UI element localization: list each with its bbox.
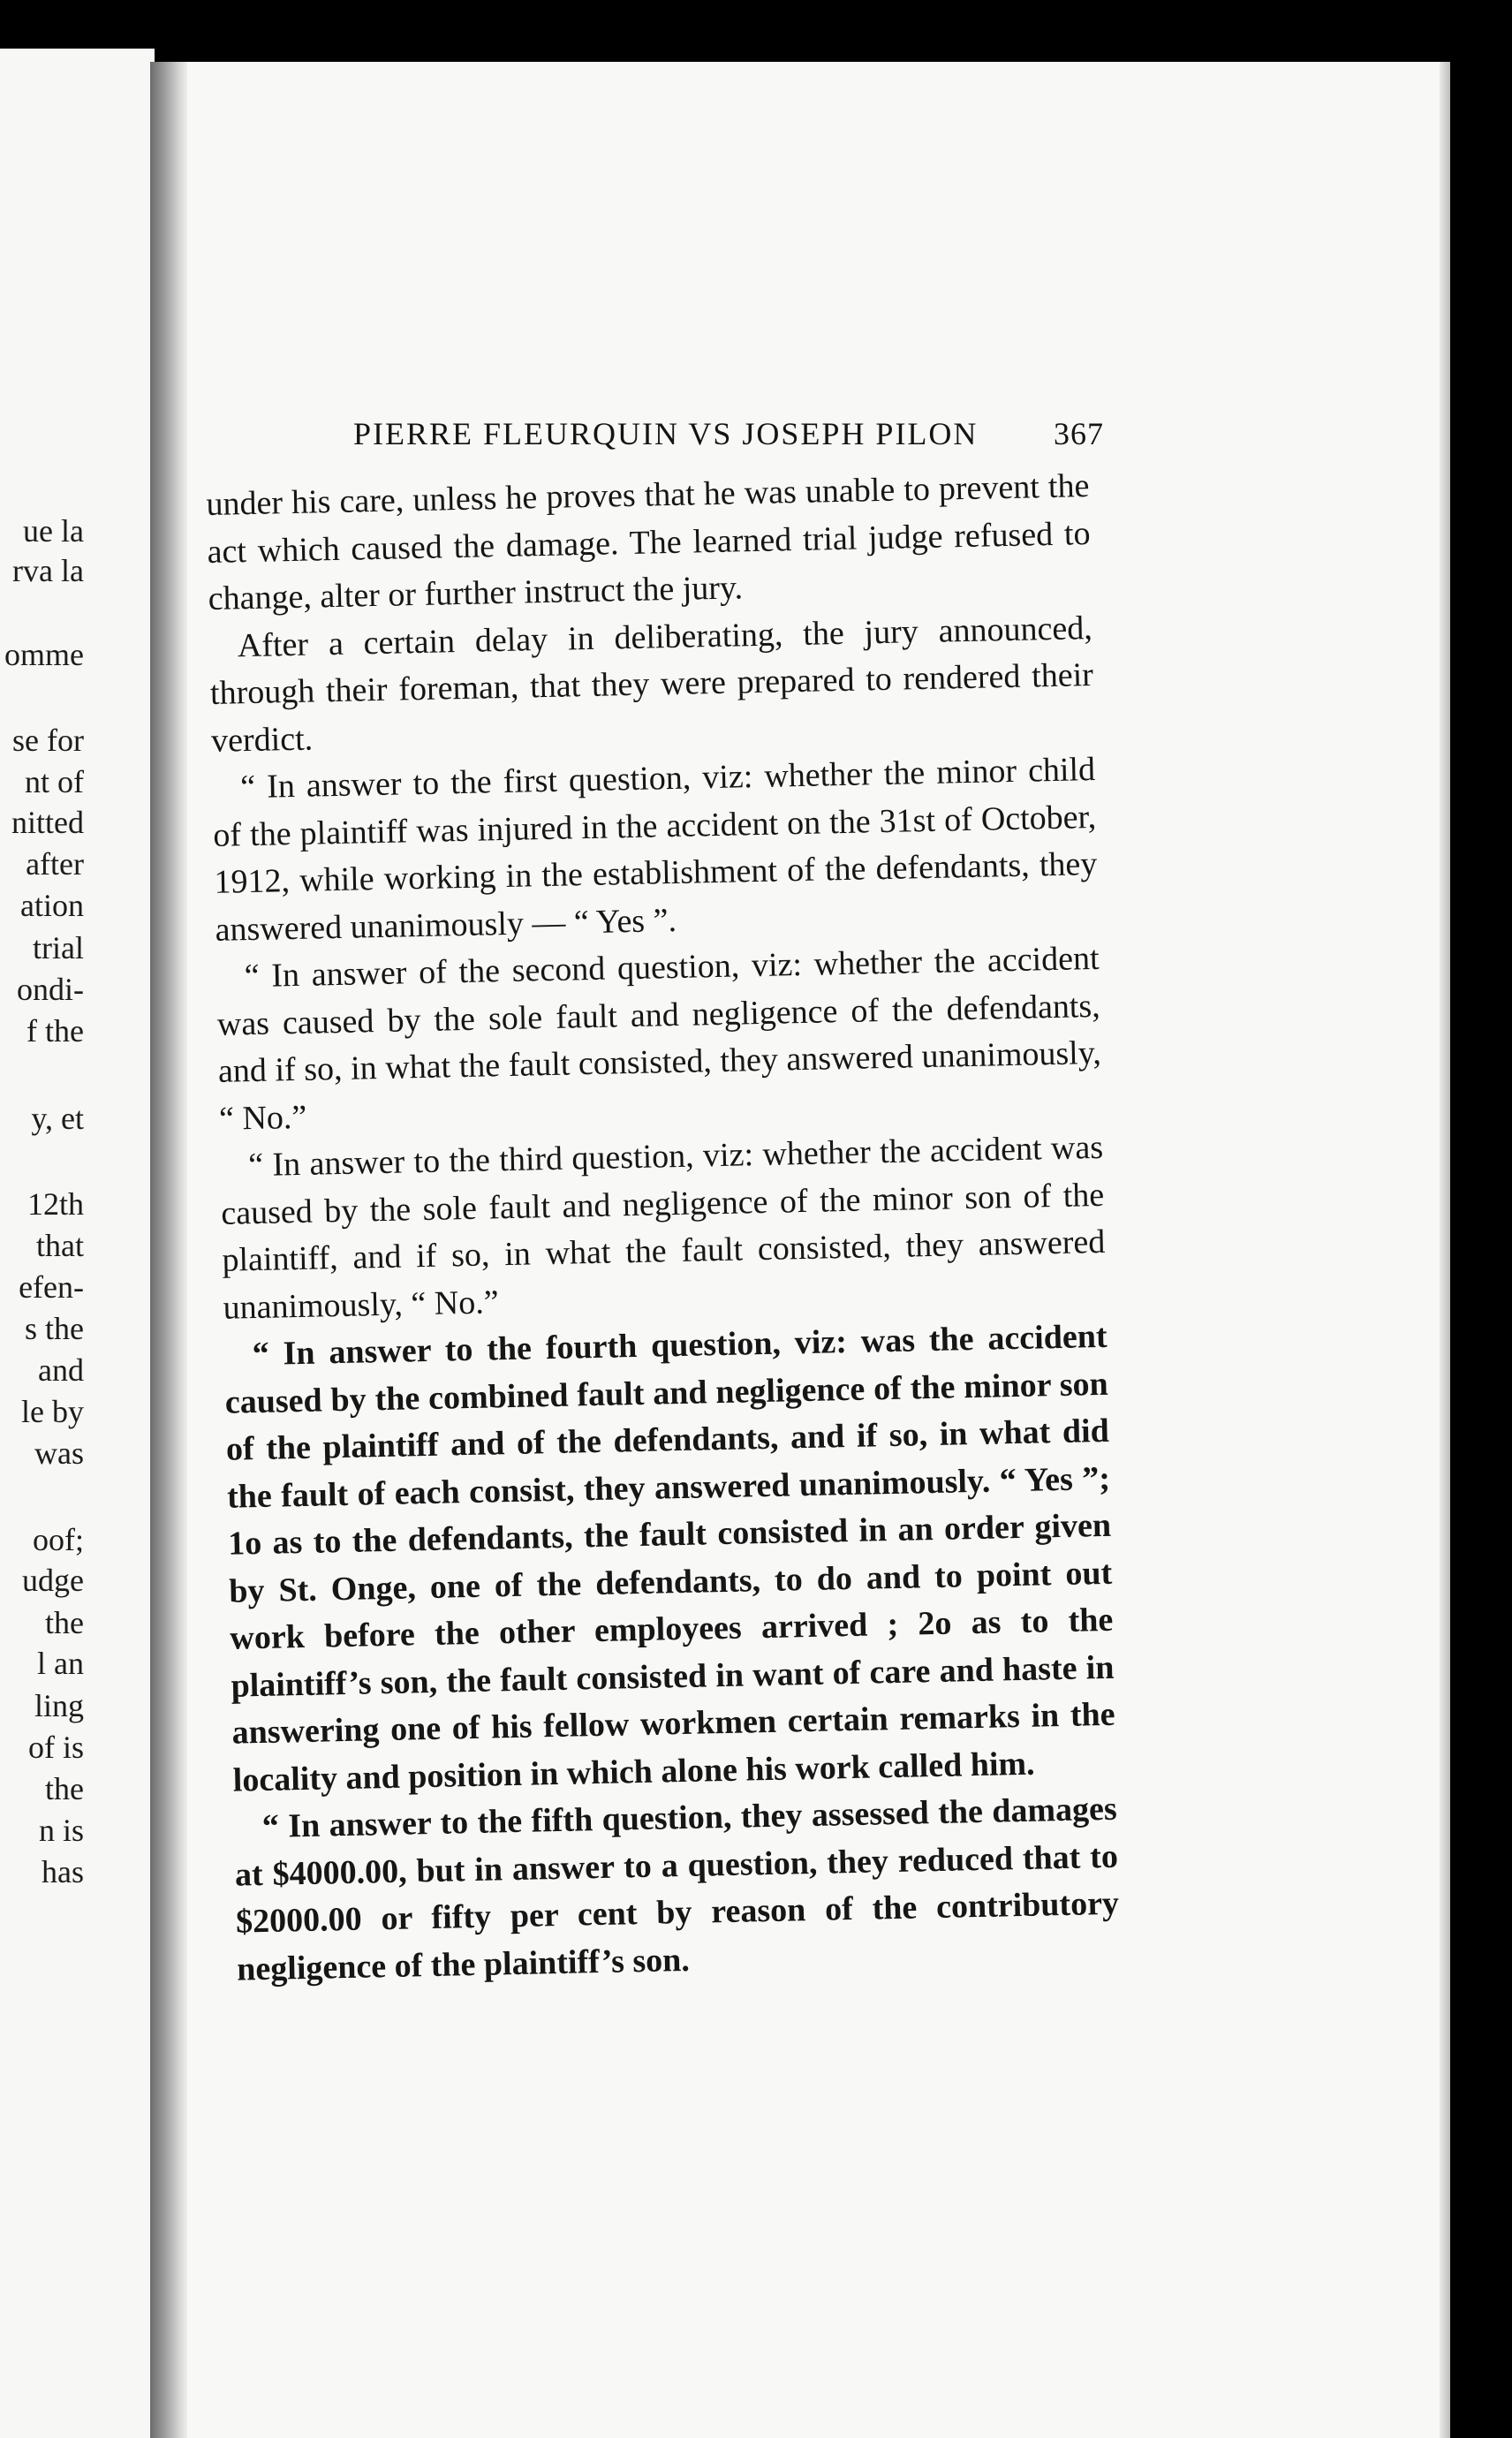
page-edge xyxy=(1440,62,1450,2438)
left-page-fragment: omme xyxy=(4,637,84,672)
left-page-fragment: s the xyxy=(25,1311,84,1346)
left-page-fragment: that xyxy=(36,1228,84,1263)
left-page-fragment: the xyxy=(45,1771,84,1806)
left-page-fragment: efen- xyxy=(19,1269,84,1305)
page-body xyxy=(206,463,1121,1994)
left-page-fragment: rva la xyxy=(12,553,84,588)
left-page-fragment: and xyxy=(38,1352,84,1388)
left-page-fragment: trial xyxy=(33,930,84,965)
left-page-fragment: has xyxy=(42,1854,84,1889)
paragraph: “ In answer to the third question, viz: whether the accident was caused by the sole fault and negligence of the minor son of the plaintiff, and if so, in what the fault consisted, they answered unanimously, “ No.” xyxy=(220,1128,1106,1327)
left-page-fragment: l an xyxy=(37,1646,84,1681)
left-page-fragment: f the xyxy=(26,1013,84,1049)
left-page-fragment: udge xyxy=(22,1563,84,1598)
left-page-fragment: se for xyxy=(12,723,84,758)
running-header xyxy=(353,415,1104,459)
left-page-fragment: 12th xyxy=(26,1186,84,1222)
paragraph: under his care, unless he proves that he was unable to prevent the act which caused the damage. The learned trial judge refused to change, alter or further instruct the jury. xyxy=(206,467,1091,617)
paragraph: “ In answer to the fifth question, they assessed the damages at $4000.00, but in answer to a question, they reduced that to $2000.00 or fifty per cent by reason of the contributory negligence of the plaintiff’s son. xyxy=(234,1790,1120,1988)
paragraph: “ In answer to the fourth question, viz: was the accident caused by the combined fault and negligence of the minor son of the plaintiff and of the defendants, and if so, in what did the fault of each consist, they answered unanimously. “ Yes ”; 1o as to the defendants, the fault consisted in an order given by St. Onge, one of the defendants, to do and to point out work before the other employees arrived ; 2o as to the plaintiff’s son, the fault consisted in want of care and haste in answering one of his fellow workmen certain remarks in the locality and position in which alone his work called him. xyxy=(224,1317,1115,1799)
running-title: PIERRE FLEURQUIN VS JOSEPH PILON xyxy=(353,416,979,451)
left-page-fragment: ondi- xyxy=(17,972,84,1007)
left-page-fragment: ue la xyxy=(23,513,84,549)
paragraph: “ In answer of the second question, viz: whether the accident was caused by the sole fault and negligence of the defendants, and if so, in what the fault consisted, they answered unanimously, “ No.” xyxy=(216,939,1102,1138)
left-page-fragment: n is xyxy=(38,1813,84,1848)
paragraph: After a certain delay in deliberating, the jury announced, through their foreman, that they were prepared to rendered their verdict. xyxy=(209,609,1094,760)
left-page-fragment: oof; xyxy=(33,1522,84,1557)
page-number: 367 xyxy=(1054,416,1104,451)
left-page-fragment: le by xyxy=(21,1394,84,1429)
left-page-fragment: after xyxy=(26,846,84,882)
book-gutter-shadow xyxy=(150,62,190,2438)
paragraph: “ In answer to the first question, viz: whether the minor child of the plaintiff was injured in the accident on the 31st of October, 1912, while working in the establishment of the defendants, they answered unanimously — “ Yes ”. xyxy=(212,750,1098,949)
left-page-fragment: nt of xyxy=(25,764,84,799)
left-page-fragment: was xyxy=(34,1435,84,1471)
left-page-fragment: ation xyxy=(20,888,84,923)
left-page-fragment: y, et xyxy=(31,1101,84,1136)
left-facing-page xyxy=(0,49,155,2438)
left-page-fragment: nitted xyxy=(11,805,84,840)
left-page-fragment: of is xyxy=(28,1730,84,1765)
left-page-fragment: ling xyxy=(34,1688,84,1723)
left-page-fragment: the xyxy=(45,1605,84,1640)
